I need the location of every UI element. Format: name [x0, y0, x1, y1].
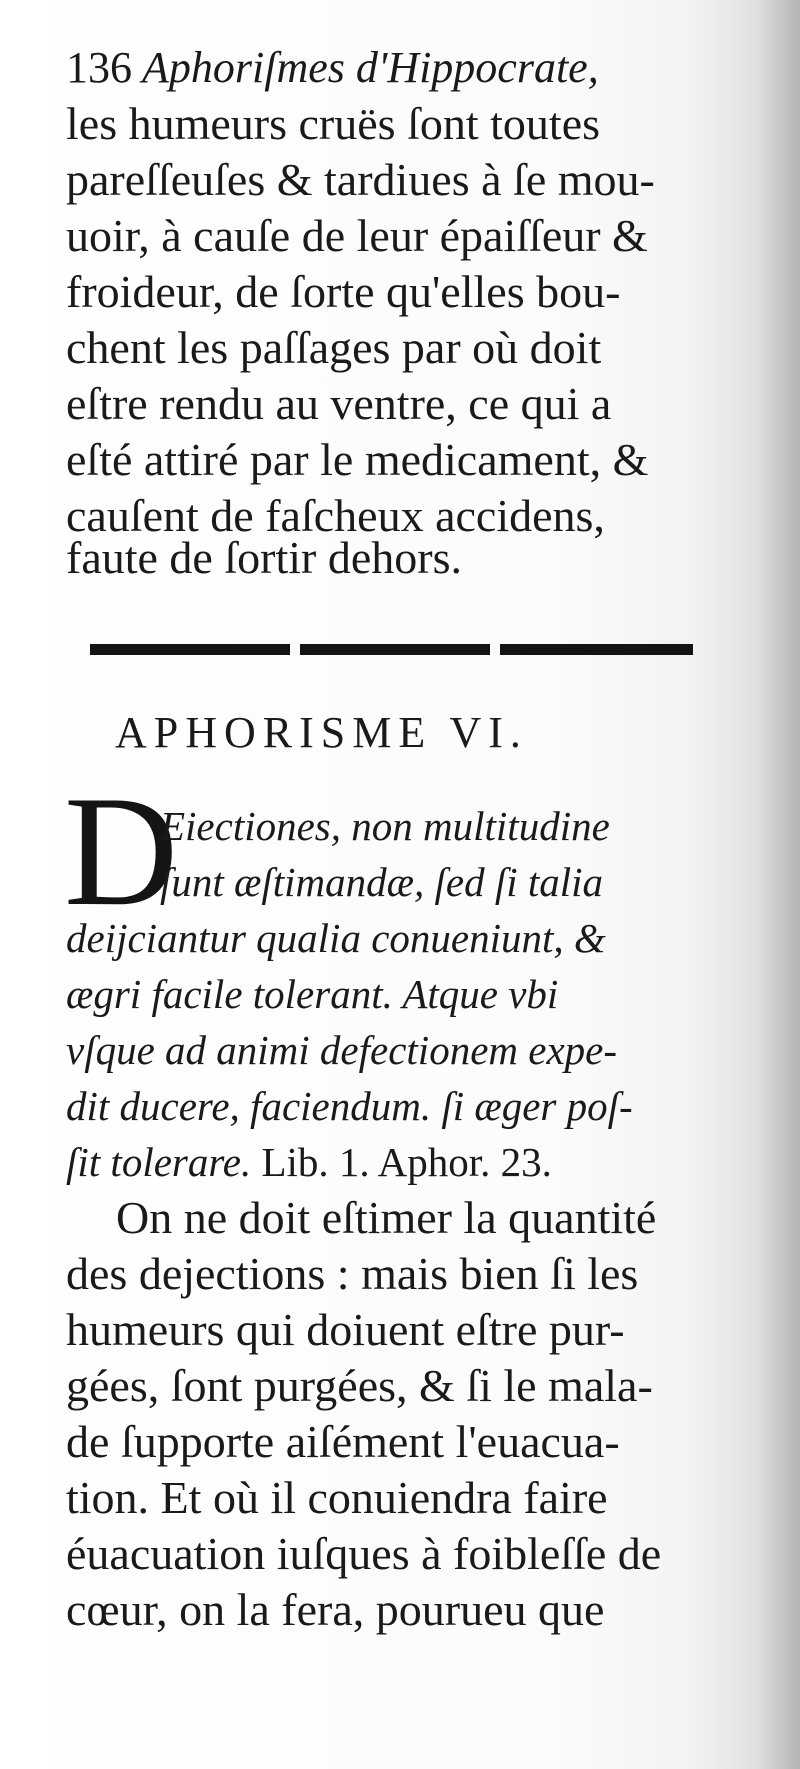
section-rule-left — [90, 644, 290, 655]
latin-line: vſque ad animi defectionem expe- — [66, 1027, 617, 1073]
text-line: On ne doit eſtimer la quantité — [116, 1192, 657, 1243]
drop-cap: D — [64, 764, 179, 939]
running-title: Aphoriſmes d'Hippocrate, — [142, 43, 599, 92]
aphorism-heading: APHORISME VI. — [115, 708, 528, 757]
text-line: des dejections : mais bien ſi les — [66, 1248, 639, 1299]
text-line: de ſupporte aiſément l'euacua- — [66, 1416, 620, 1467]
text-line: tion. Et où il conuiendra faire — [66, 1472, 608, 1523]
text-line: humeurs qui doiuent eſtre pur- — [66, 1304, 625, 1355]
text-line: froideur, de ſorte qu'elles bou- — [66, 266, 621, 317]
text-line: les humeurs cruës ſont toutes — [66, 98, 601, 149]
section-rule-right — [500, 644, 693, 655]
text-line: cauſent de faſcheux accidens, — [66, 490, 605, 541]
text-line: chent les paſſages par où doit — [66, 322, 602, 373]
text-line: eſtre rendu au ventre, ce qui a — [66, 378, 612, 429]
text-line: faute de ſortir dehors. — [66, 532, 462, 583]
page-edge-shadow — [755, 0, 800, 1769]
latin-line: ſit tolerare. — [66, 1139, 252, 1185]
text-line: éuacuation iuſques à foibleſſe de — [66, 1528, 662, 1579]
text-line: gées, ſont purgées, & ſi le mala- — [66, 1360, 653, 1411]
aphorism-reference: Lib. 1. Aphor. 23. — [261, 1139, 552, 1185]
latin-line: deijciantur qualia conueniunt, & — [66, 915, 606, 961]
page-number: 136 — [66, 43, 132, 92]
text-line: uoir, à cauſe de leur épaiſſeur & — [66, 210, 648, 261]
latin-line: ſunt æſtimandæ, ſed ſi talia — [160, 859, 604, 905]
latin-last-line — [66, 1134, 716, 1190]
latin-line: Eiectiones, non multitudine — [160, 803, 610, 849]
running-header — [66, 40, 716, 96]
section-rule-middle — [300, 644, 490, 655]
latin-line: dit ducere, faciendum. ſi æger poſ- — [66, 1083, 633, 1129]
text-line: cœur, on la fera, pourueu que — [66, 1584, 605, 1635]
text-line: eſté attiré par le medicament, & — [66, 434, 649, 485]
text-line: pareſſeuſes & tardiues à ſe mou- — [66, 154, 655, 205]
latin-line: ægri facile tolerant. Atque vbi — [66, 971, 559, 1017]
